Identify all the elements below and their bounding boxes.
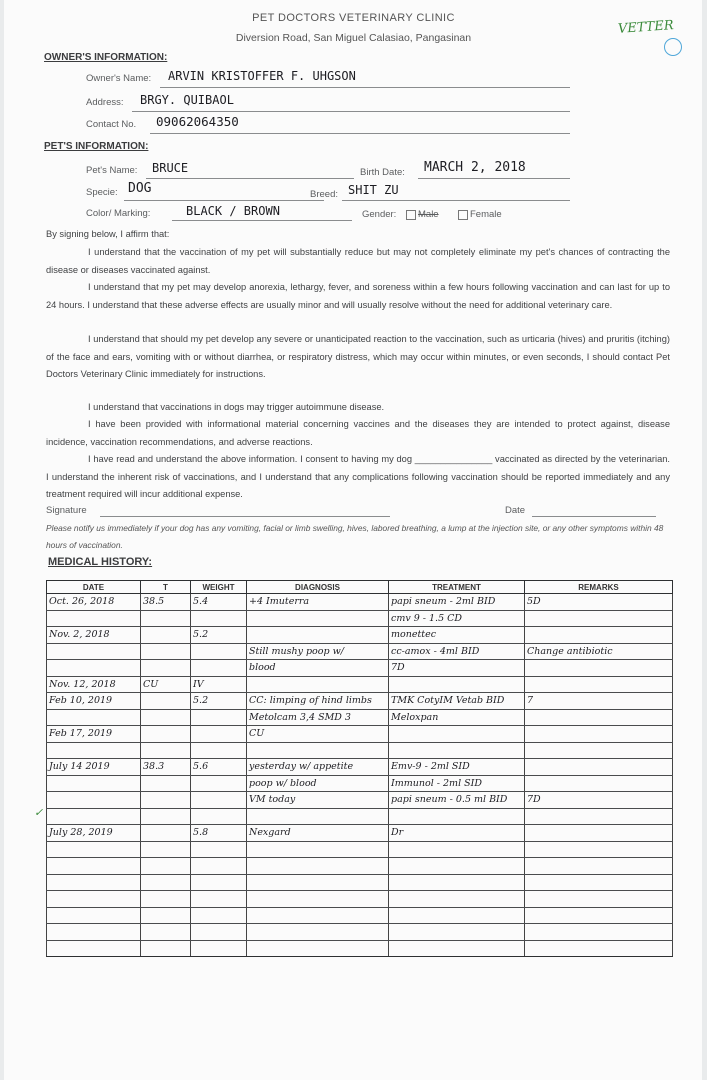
pet-name-value: BRUCE <box>152 161 189 175</box>
owner-name-line <box>160 87 570 88</box>
cell-treatment <box>389 726 525 743</box>
table-row <box>47 594 673 611</box>
cell-treatment <box>389 940 525 957</box>
cell-treatment: papi sneum - 2ml BID <box>389 594 525 611</box>
col-header-diagnosis: DIAGNOSIS <box>247 581 389 594</box>
cell-date <box>47 940 141 957</box>
cell-diagnosis <box>247 841 389 858</box>
cell-weight <box>191 610 247 627</box>
birth-date-value: MARCH 2, 2018 <box>424 160 526 175</box>
cell-diagnosis: VM today <box>247 792 389 809</box>
cell-weight: 5.6 <box>191 759 247 776</box>
col-header-temperature: T <box>141 581 191 594</box>
table-row <box>47 874 673 891</box>
table-row <box>47 841 673 858</box>
cell-temperature <box>141 792 191 809</box>
cell-diagnosis: poop w/ blood <box>247 775 389 792</box>
color-value: BLACK / BROWN <box>186 204 280 218</box>
cell-treatment: Dr <box>389 825 525 842</box>
cell-treatment <box>389 841 525 858</box>
cell-temperature: 38.3 <box>141 759 191 776</box>
cell-date <box>47 924 141 941</box>
cell-date <box>47 643 141 660</box>
cell-temperature <box>141 610 191 627</box>
cell-temperature <box>141 775 191 792</box>
cell-weight <box>191 858 247 875</box>
cell-diagnosis: blood <box>247 660 389 677</box>
cell-diagnosis <box>247 627 389 644</box>
breed-value: SHIT ZU <box>348 183 399 197</box>
owner-info-heading: OWNER'S INFORMATION: <box>44 52 168 63</box>
consent-paragraph-4: I understand that vaccinations in dogs may trigger autoimmune disease. <box>88 402 385 412</box>
consent-paragraph-5: I have been provided with informational material concerning vaccines and the diseases they are intended to protect against, disease incidence, vaccination recommendations, and adverse reactions. <box>46 419 670 447</box>
birth-date-line <box>418 178 570 179</box>
cell-temperature <box>141 660 191 677</box>
cell-remarks <box>525 726 673 743</box>
cell-diagnosis: CU <box>247 726 389 743</box>
green-check-mark: ✓ <box>34 806 44 819</box>
cell-diagnosis <box>247 676 389 693</box>
table-row <box>47 643 673 660</box>
female-checkbox[interactable] <box>458 210 468 220</box>
cell-temperature <box>141 709 191 726</box>
date-line[interactable] <box>532 516 656 517</box>
cell-date <box>47 907 141 924</box>
table-row <box>47 775 673 792</box>
cell-date <box>47 660 141 677</box>
table-row <box>47 792 673 809</box>
cell-temperature <box>141 924 191 941</box>
cell-treatment <box>389 924 525 941</box>
pet-name-line <box>146 178 354 179</box>
cell-temperature <box>141 742 191 759</box>
cell-temperature <box>141 907 191 924</box>
cell-diagnosis: Nexgard <box>247 825 389 842</box>
cell-treatment: cmv 9 - 1.5 CD <box>389 610 525 627</box>
cell-diagnosis <box>247 891 389 908</box>
cell-weight <box>191 742 247 759</box>
table-row <box>47 924 673 941</box>
blue-circle-mark <box>664 38 682 56</box>
cell-weight <box>191 841 247 858</box>
cell-diagnosis <box>247 907 389 924</box>
cell-weight <box>191 924 247 941</box>
table-row <box>47 726 673 743</box>
cell-diagnosis <box>247 808 389 825</box>
table-row <box>47 676 673 693</box>
cell-remarks: Change antibiotic <box>525 643 673 660</box>
consent-paragraph-1: I understand that the vaccination of my pet will substantially reduce but may not completely eliminate my pet's chances of contracting the disease or diseases vaccinated against. <box>46 247 670 275</box>
cell-date <box>47 874 141 891</box>
cell-date: Feb 17, 2019 <box>47 726 141 743</box>
medical-history-table <box>46 580 673 957</box>
specie-label: Specie: <box>86 187 118 198</box>
cell-diagnosis <box>247 874 389 891</box>
male-checkbox[interactable] <box>406 210 416 220</box>
table-row <box>47 759 673 776</box>
cell-treatment: papi sneum - 0.5 ml BID <box>389 792 525 809</box>
cell-weight <box>191 792 247 809</box>
cell-remarks: 7 <box>525 693 673 710</box>
cell-diagnosis: Still mushy poop w/ <box>247 643 389 660</box>
gender-male-label: Male <box>418 209 439 220</box>
cell-diagnosis: Metolcam 3,4 SMD 3 <box>247 709 389 726</box>
cell-diagnosis: CC: limping of hind limbs <box>247 693 389 710</box>
cell-weight: 5.2 <box>191 627 247 644</box>
cell-remarks <box>525 775 673 792</box>
cell-treatment: TMK CotyIM Vetab BID <box>389 693 525 710</box>
cell-temperature: CU <box>141 676 191 693</box>
cell-remarks <box>525 709 673 726</box>
cell-date <box>47 775 141 792</box>
pet-name-label: Pet's Name: <box>86 165 138 176</box>
col-header-treatment: TREATMENT <box>389 581 525 594</box>
cell-diagnosis <box>247 924 389 941</box>
birth-date-label: Birth Date: <box>360 167 405 178</box>
cell-weight <box>191 907 247 924</box>
cell-remarks <box>525 610 673 627</box>
col-header-remarks: REMARKS <box>525 581 673 594</box>
cell-remarks <box>525 825 673 842</box>
color-line <box>172 220 352 221</box>
cell-temperature: 38.5 <box>141 594 191 611</box>
specie-line <box>124 200 324 201</box>
cell-temperature <box>141 891 191 908</box>
cell-date <box>47 792 141 809</box>
cell-remarks: 5D <box>525 594 673 611</box>
cell-diagnosis <box>247 940 389 957</box>
cell-treatment <box>389 676 525 693</box>
table-row <box>47 907 673 924</box>
cell-treatment <box>389 907 525 924</box>
cell-remarks <box>525 808 673 825</box>
cell-temperature <box>141 940 191 957</box>
cell-remarks <box>525 759 673 776</box>
clinic-name: PET DOCTORS VETERINARY CLINIC <box>252 12 455 24</box>
cell-temperature <box>141 825 191 842</box>
consent-paragraph-2: I understand that my pet may develop anorexia, lethargy, fever, and soreness within a few hours following vaccination and can last for up to 24 hours. I understand that these adverse effects are usually minor and will usually resolve without the need for additional veterinary care. <box>46 282 670 310</box>
owner-name-label: Owner's Name: <box>86 73 152 84</box>
gender-label: Gender: <box>362 209 397 220</box>
address-label: Address: <box>86 97 124 108</box>
cell-date <box>47 610 141 627</box>
cell-remarks <box>525 841 673 858</box>
cell-treatment <box>389 891 525 908</box>
cell-treatment: cc-amox - 4ml BID <box>389 643 525 660</box>
medical-history-heading: MEDICAL HISTORY: <box>48 556 153 568</box>
cell-weight <box>191 940 247 957</box>
cell-treatment: monettec <box>389 627 525 644</box>
contact-value: 09062064350 <box>156 114 239 129</box>
cell-temperature <box>141 874 191 891</box>
cell-remarks <box>525 940 673 957</box>
consent-intro: By signing below, I affirm that: <box>46 229 170 239</box>
color-label: Color/ Marking: <box>86 208 151 219</box>
breed-line <box>342 200 570 201</box>
cell-treatment <box>389 808 525 825</box>
cell-temperature <box>141 693 191 710</box>
contact-label: Contact No. <box>86 119 137 130</box>
cell-weight <box>191 891 247 908</box>
cell-treatment: Meloxpan <box>389 709 525 726</box>
pet-info-heading: PET'S INFORMATION: <box>44 141 149 152</box>
cell-weight <box>191 709 247 726</box>
cell-diagnosis <box>247 610 389 627</box>
cell-weight <box>191 808 247 825</box>
cell-treatment: Emv-9 - 2ml SID <box>389 759 525 776</box>
col-header-weight: WEIGHT <box>191 581 247 594</box>
cell-remarks <box>525 907 673 924</box>
cell-weight: 5.2 <box>191 693 247 710</box>
cell-date <box>47 858 141 875</box>
gender-female-label: Female <box>470 209 502 220</box>
signature-label: Signature <box>46 505 87 516</box>
cell-treatment <box>389 874 525 891</box>
address-value: BRGY. QUIBAOL <box>140 93 234 107</box>
consent-paragraph-3: I understand that should my pet develop any severe or unanticipated reaction to the vaccination, such as urticaria (hives) and pruritis (itching) of the face and ears, vomiting with or without diarrhea, or respiratory distress, which may occur within minutes, or even seconds, I should contact Pet Doctors Veterinary Clinic immediately for instructions. <box>46 334 670 379</box>
clinic-address: Diversion Road, San Miguel Calasiao, Pangasinan <box>235 32 472 44</box>
cell-remarks <box>525 891 673 908</box>
cell-weight <box>191 726 247 743</box>
cell-remarks: 7D <box>525 792 673 809</box>
cell-diagnosis: yesterday w/ appetite <box>247 759 389 776</box>
table-row <box>47 858 673 875</box>
cell-date <box>47 742 141 759</box>
cell-date: Feb 10, 2019 <box>47 693 141 710</box>
cell-date <box>47 808 141 825</box>
cell-treatment: 7D <box>389 660 525 677</box>
cell-date <box>47 891 141 908</box>
cell-date: Oct. 26, 2018 <box>47 594 141 611</box>
signature-line[interactable] <box>100 516 390 517</box>
cell-remarks <box>525 660 673 677</box>
table-row <box>47 742 673 759</box>
contact-line <box>150 133 570 134</box>
cell-temperature <box>141 643 191 660</box>
cell-weight <box>191 660 247 677</box>
notification-note: Please notify us immediately if your dog has any vomiting, facial or limb swelling, hives, labored breathing, a lump at the injection site, or any other symptoms within 48 hours of vaccination. <box>46 523 664 550</box>
cell-weight: 5.8 <box>191 825 247 842</box>
cell-date: July 28, 2019 <box>47 825 141 842</box>
table-row <box>47 825 673 842</box>
cell-weight <box>191 874 247 891</box>
cell-weight <box>191 643 247 660</box>
table-header-row <box>47 581 673 594</box>
cell-treatment: Immunol - 2ml SID <box>389 775 525 792</box>
cell-diagnosis <box>247 742 389 759</box>
table-row <box>47 693 673 710</box>
cell-remarks <box>525 627 673 644</box>
cell-weight: IV <box>191 676 247 693</box>
table-row <box>47 709 673 726</box>
cell-temperature <box>141 627 191 644</box>
cell-remarks <box>525 676 673 693</box>
cell-weight <box>191 775 247 792</box>
cell-remarks <box>525 858 673 875</box>
consent-paragraph-6: I have read and understand the above information. I consent to having my dog _______________ vaccinated as directed by the veterinarian. I understand the inherent risk of vaccinations, and I understand that any complications following vaccination should be reported immediately and any treatment required will incur additional expense. <box>46 454 670 499</box>
table-row <box>47 940 673 957</box>
address-line <box>132 111 570 112</box>
cell-date <box>47 709 141 726</box>
date-label: Date <box>505 505 526 516</box>
cell-date: July 14 2019 <box>47 759 141 776</box>
table-row <box>47 808 673 825</box>
cell-remarks <box>525 742 673 759</box>
cell-treatment <box>389 858 525 875</box>
table-row <box>47 610 673 627</box>
cell-remarks <box>525 924 673 941</box>
cell-weight: 5.4 <box>191 594 247 611</box>
cell-date: Nov. 2, 2018 <box>47 627 141 644</box>
cell-date: Nov. 12, 2018 <box>47 676 141 693</box>
specie-value: DOG <box>128 181 152 196</box>
cell-temperature <box>141 858 191 875</box>
col-header-date: DATE <box>47 581 141 594</box>
cell-remarks <box>525 874 673 891</box>
cell-diagnosis: +4 Imuterra <box>247 594 389 611</box>
table-row <box>47 660 673 677</box>
cell-temperature <box>141 841 191 858</box>
cell-date <box>47 841 141 858</box>
cell-temperature <box>141 808 191 825</box>
owner-name-value: ARVIN KRISTOFFER F. UHGSON <box>168 69 356 83</box>
cell-treatment <box>389 742 525 759</box>
cell-temperature <box>141 726 191 743</box>
table-row <box>47 891 673 908</box>
table-row <box>47 627 673 644</box>
breed-label: Breed: <box>310 189 338 200</box>
cell-diagnosis <box>247 858 389 875</box>
corner-handwritten-note: VETTER <box>617 18 675 37</box>
